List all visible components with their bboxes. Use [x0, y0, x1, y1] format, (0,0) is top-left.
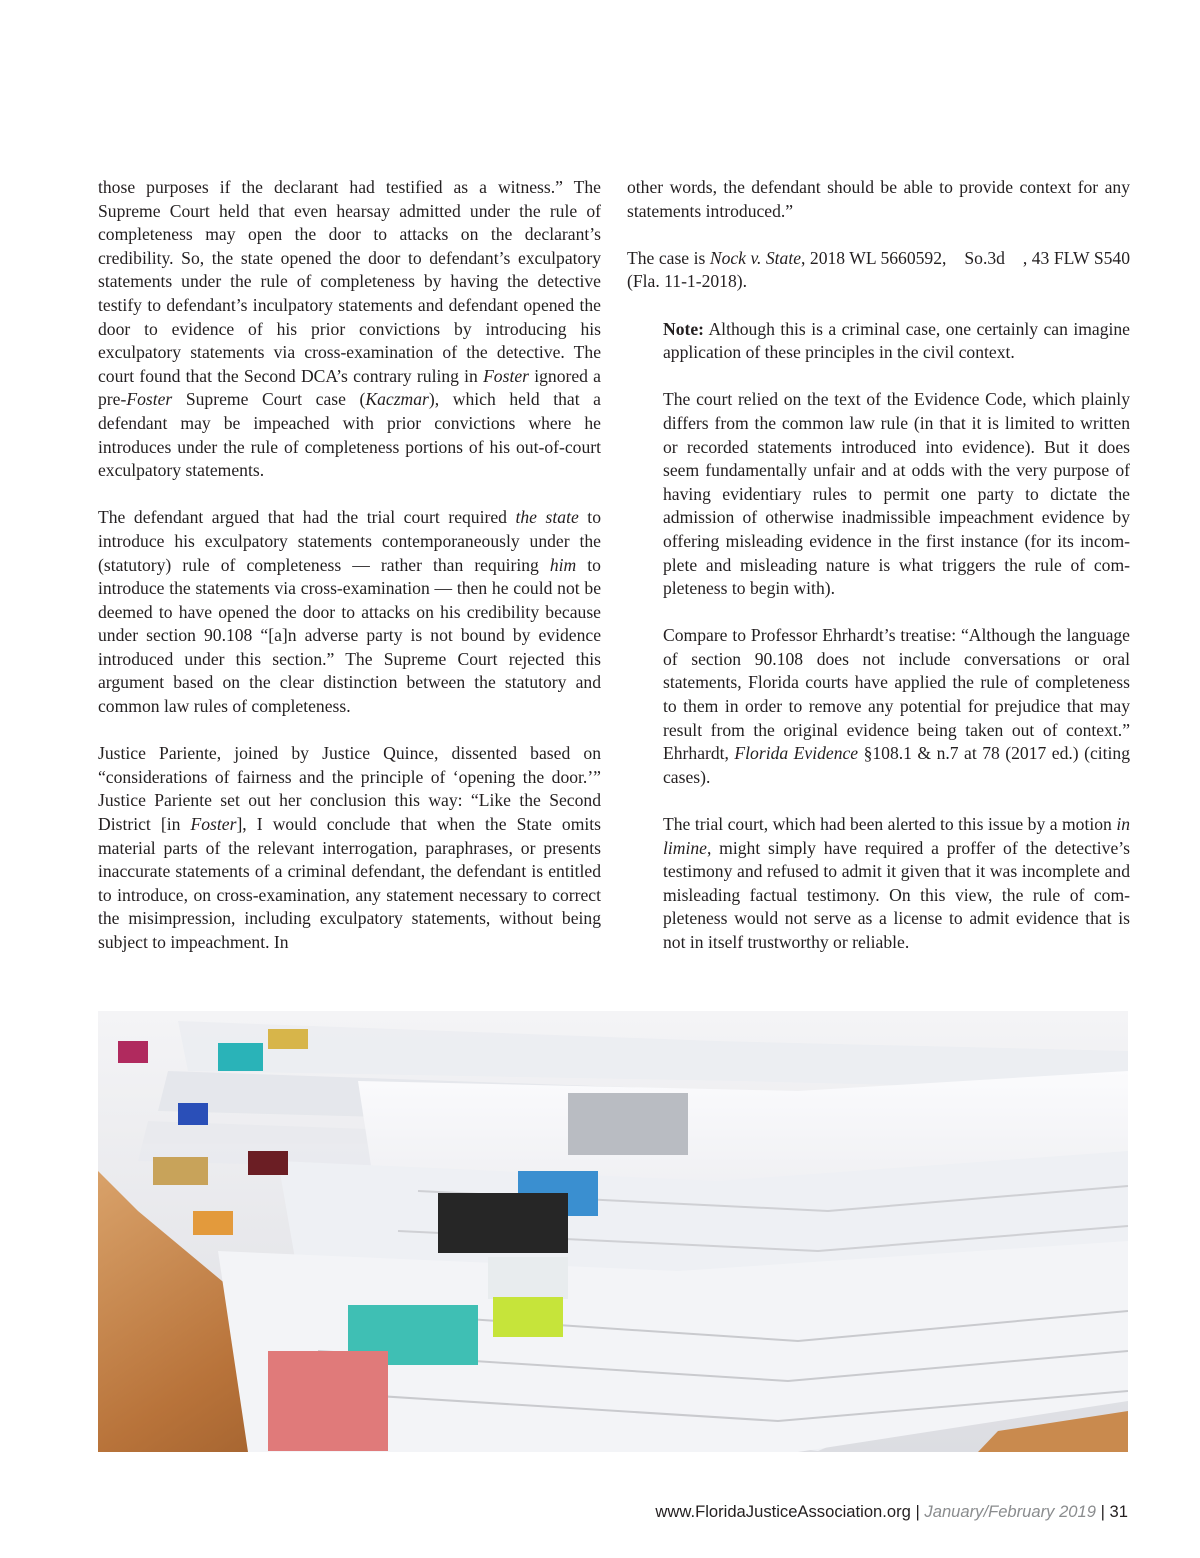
case-citation: The case is Nock v. State, 2018 WL 5660592, So.3d , 43 FLW S540 (Fla. 11-1-2018).: [627, 247, 1131, 292]
binder-clip-lime: [493, 1297, 563, 1337]
binder-clip-orange: [193, 1211, 233, 1235]
footer-website: www.FloridaJusticeAssociation.org: [655, 1502, 911, 1521]
binder-clip-pink: [268, 1351, 388, 1451]
left-column: [98, 176, 601, 978]
page-number: 31: [1109, 1502, 1128, 1521]
body-paragraph: Justice Pariente, joined by Justice Quince, dissented based on “considerations of fairness and the principle of ‘opening the door.’” Justice Pariente set out her conclusion this way: “Like the Second District [in Foster], I would conclude that when the State omits material parts of the relevant interrogation, paraphrases, or presents inaccurate statements of a criminal defendant, the defendant is entitled to introduce, on cross-examination, any statement necessary to correct the misimpression, including exculpatory statements, without being subject to impeachment. In: [98, 743, 601, 952]
binder-clip-silver: [568, 1093, 688, 1155]
binder-clip-yellow: [268, 1029, 308, 1049]
note-paragraph: Compare to Professor Ehrhardt’s treatise: “Although the language of section 90.108 does not include conversations or oral statements, Florida courts have applied the rule of completeness to them in order to remove any potential for prejudice that may result from the original evidence being taken out of context.” Ehrhardt, Florida Evidence §108.1 & n.7 at 78 (2017 ed.) (citing cases).: [663, 625, 1131, 787]
note-label: Note:: [663, 318, 705, 339]
binder-clip-brass: [153, 1157, 208, 1185]
binder-clip-dark-red: [248, 1151, 288, 1175]
note-paragraph: The trial court, which had been alerted to this issue by a motion in limine, might simply have required a proffer of the detective’s testimony and refused to admit it given that it was incomplete and misleading factual testimony. On this view, the rule of completeness would not serve as a license to admit evidence that is not in itself trustworthy or reliable.: [663, 814, 1130, 952]
body-paragraph: other words, the defendant should be able to provide context for any statements introduced.”: [627, 177, 1130, 221]
body-paragraph: those purposes if the declarant had testified as a witness.” The Supreme Court held that even hearsay admitted under the rule of completeness may open the door to attacks on the declarant’s credibility. So, the state opened the door to defendant’s exculpatory statements under the rule of completeness by having the detective testify to defendant’s inculpatory statements and defendant opened the door to evidence of his prior convictions by introducing his exculpatory statements via cross-examination of the detective. The court found that the Second DCA’s contrary ruling in Foster ignored a pre-Foster Supreme Court case (Kaczmar), which held that a defendant may be impeached with prior convictions where he introduces under the rule of completeness portions of his out-of-court exculpatory statements.: [98, 177, 601, 481]
document-stack-photo: [98, 1011, 1128, 1452]
right-column: [627, 176, 1130, 978]
body-paragraph: The defendant argued that had the trial court required the state to introduce his exculpatory statements contemporaneously under the (statutory) rule of completeness — rather than requiring him to introduce the statements via cross-examination — then he could not be deemed to have opened the door to attacks on his credibility because under section 90.108 “[a]n adverse party is not bound by evidence introduced under this section.” The Supreme Court rejected this argument based on the clear distinction between the statutory and common law rules of completeness.: [98, 507, 601, 717]
binder-clip-white: [488, 1257, 568, 1299]
note-paragraph: Note: Although this is a criminal case, one certainly can imagine application of these principles in the civil context.: [663, 318, 1130, 363]
note-paragraph: The court relied on the text of the Evidence Code, which plainly differs from the common law rule (in that it is limited to written or recorded statements introduced into evidence). But it does seem fundamentally unfair and at odds with the very purpose of having evidentiary rules to permit one party to dictate the admission of otherwise inadmissible impeachment evidence by offering misleading evidence in the first instance (for its incomplete and misleading nature is what triggers the rule of completeness to begin with).: [663, 389, 1130, 599]
binder-clip-black: [438, 1193, 568, 1253]
binder-clip-blue: [178, 1103, 208, 1125]
binder-clip-teal: [218, 1043, 263, 1071]
footer-issue: January/February 2019: [924, 1502, 1096, 1521]
binder-clip-magenta: [118, 1041, 148, 1063]
page-footer: www.FloridaJusticeAssociation.org | January/February 2019 | 31: [655, 1502, 1128, 1521]
